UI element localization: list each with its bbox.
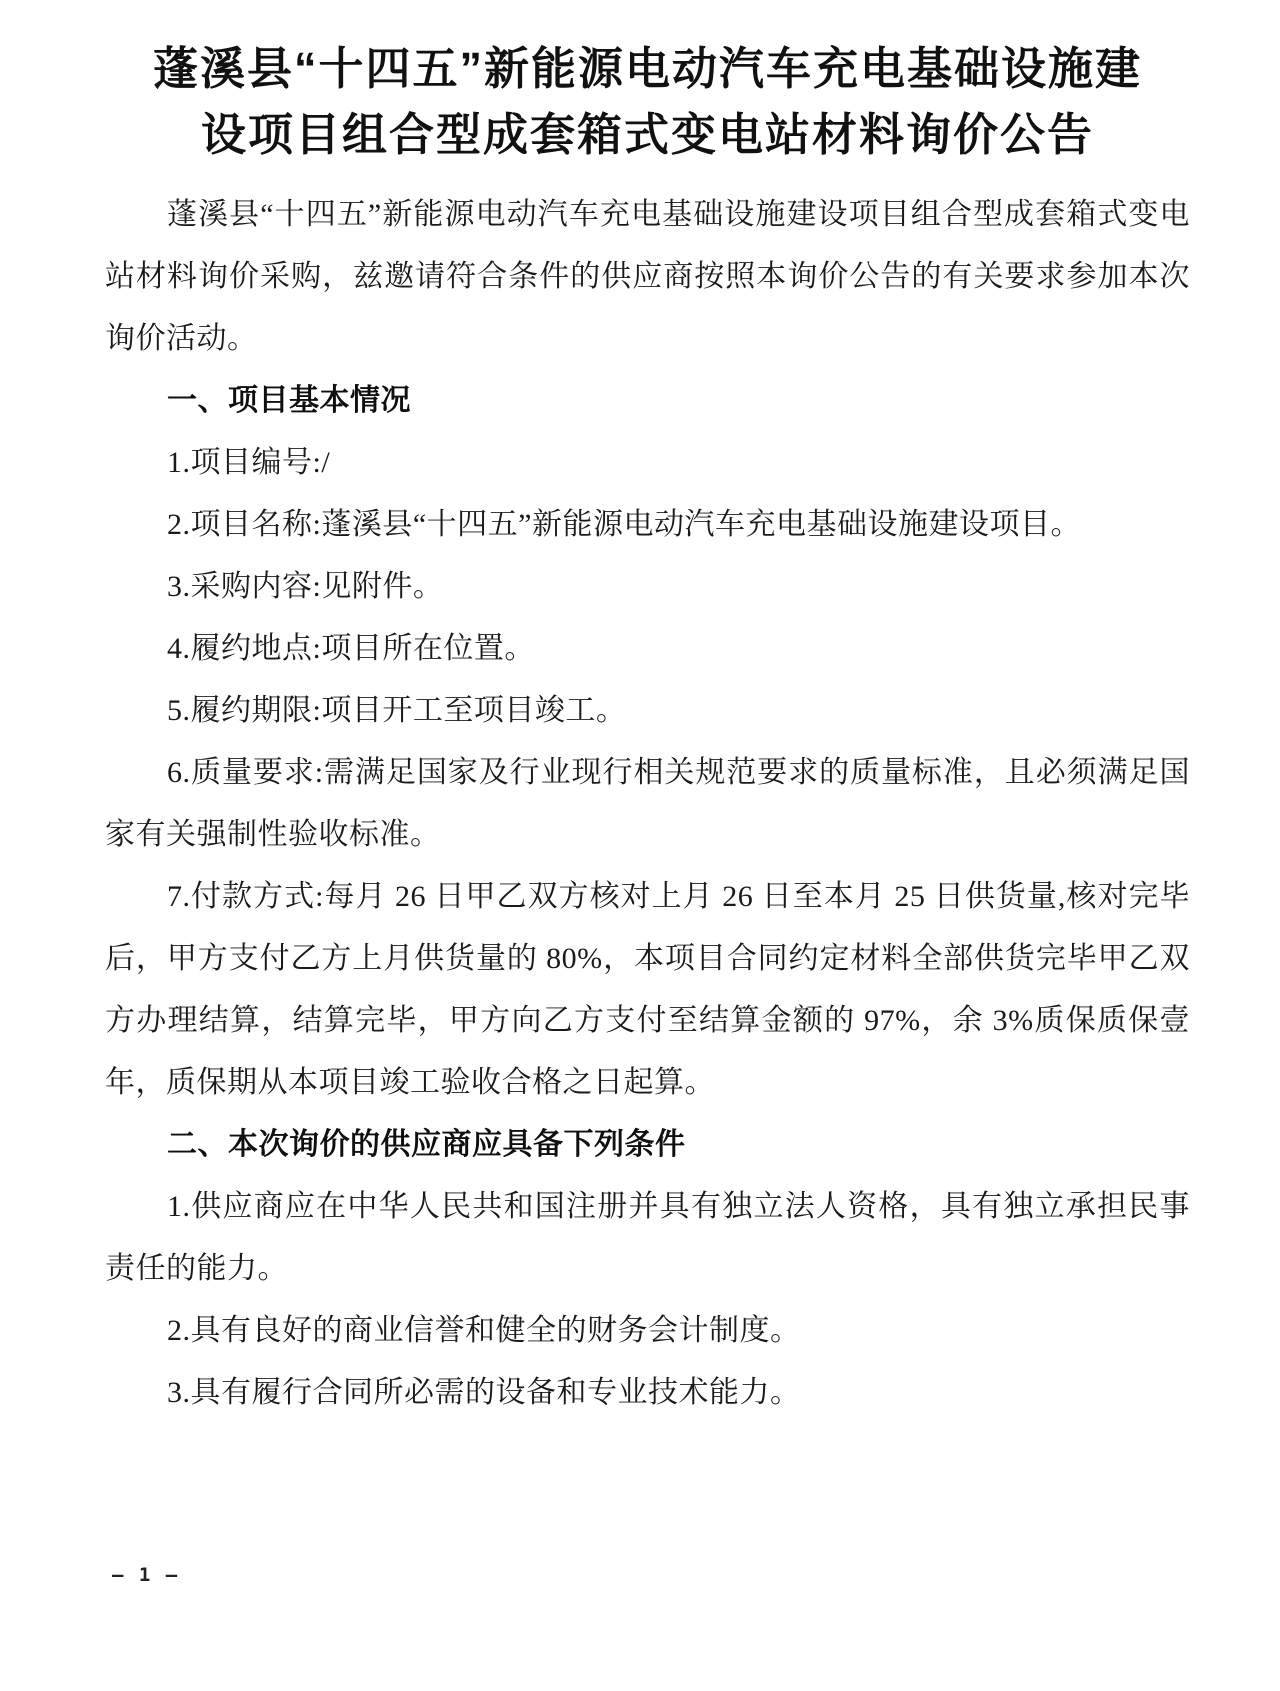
supplier-condition-1: 1.供应商应在中华人民共和国注册并具有独立法人资格，具有独立承担民事责任的能力。 xyxy=(105,1190,1190,1285)
document-body xyxy=(105,184,1190,1424)
page-title-line-1: 蓬溪县“十四五”新能源电动汽车充电基础设施建 xyxy=(152,43,1142,94)
supplier-condition-3: 3.具有履行合同所必需的设备和专业技术能力。 xyxy=(167,1376,801,1409)
item-performance-period: 5.履约期限:项目开工至项目竣工。 xyxy=(167,694,627,727)
page-number: — 1 — xyxy=(112,1564,180,1586)
page-title xyxy=(105,36,1190,168)
section-1-heading: 一、项目基本情况 xyxy=(167,384,411,417)
item-payment-terms: 7.付款方式:每月 26 日甲乙双方核对上月 26 日至本月 25 日供货量,核对完毕后，甲方支付乙方上月供货量的 80%，本项目合同约定材料全部供货完毕甲乙双方办理结算，结算完毕，甲方向乙方支付至结算金额的 97%，余 3%质保质保壹年，质保期从本项目竣工验收合格之日起算。 xyxy=(105,880,1190,1099)
section-2-heading: 二、本次询价的供应商应具备下列条件 xyxy=(167,1128,686,1161)
item-project-name: 2.项目名称:蓬溪县“十四五”新能源电动汽车充电基础设施建设项目。 xyxy=(167,508,1081,541)
item-performance-location: 4.履约地点:项目所在位置。 xyxy=(167,632,535,665)
item-procurement-content: 3.采购内容:见附件。 xyxy=(167,570,444,603)
item-quality-requirement: 6.质量要求:需满足国家及行业现行相关规范要求的质量标准，且必须满足国家有关强制性验收标准。 xyxy=(105,756,1190,851)
item-project-number: 1.项目编号:/ xyxy=(167,446,331,479)
page-title-line-2: 设项目组合型成套箱式变电站材料询价公告 xyxy=(200,109,1094,160)
intro-paragraph: 蓬溪县“十四五”新能源电动汽车充电基础设施建设项目组合型成套箱式变电站材料询价采购，兹邀请符合条件的供应商按照本询价公告的有关要求参加本次询价活动。 xyxy=(105,198,1190,355)
supplier-condition-2: 2.具有良好的商业信誉和健全的财务会计制度。 xyxy=(167,1314,801,1347)
